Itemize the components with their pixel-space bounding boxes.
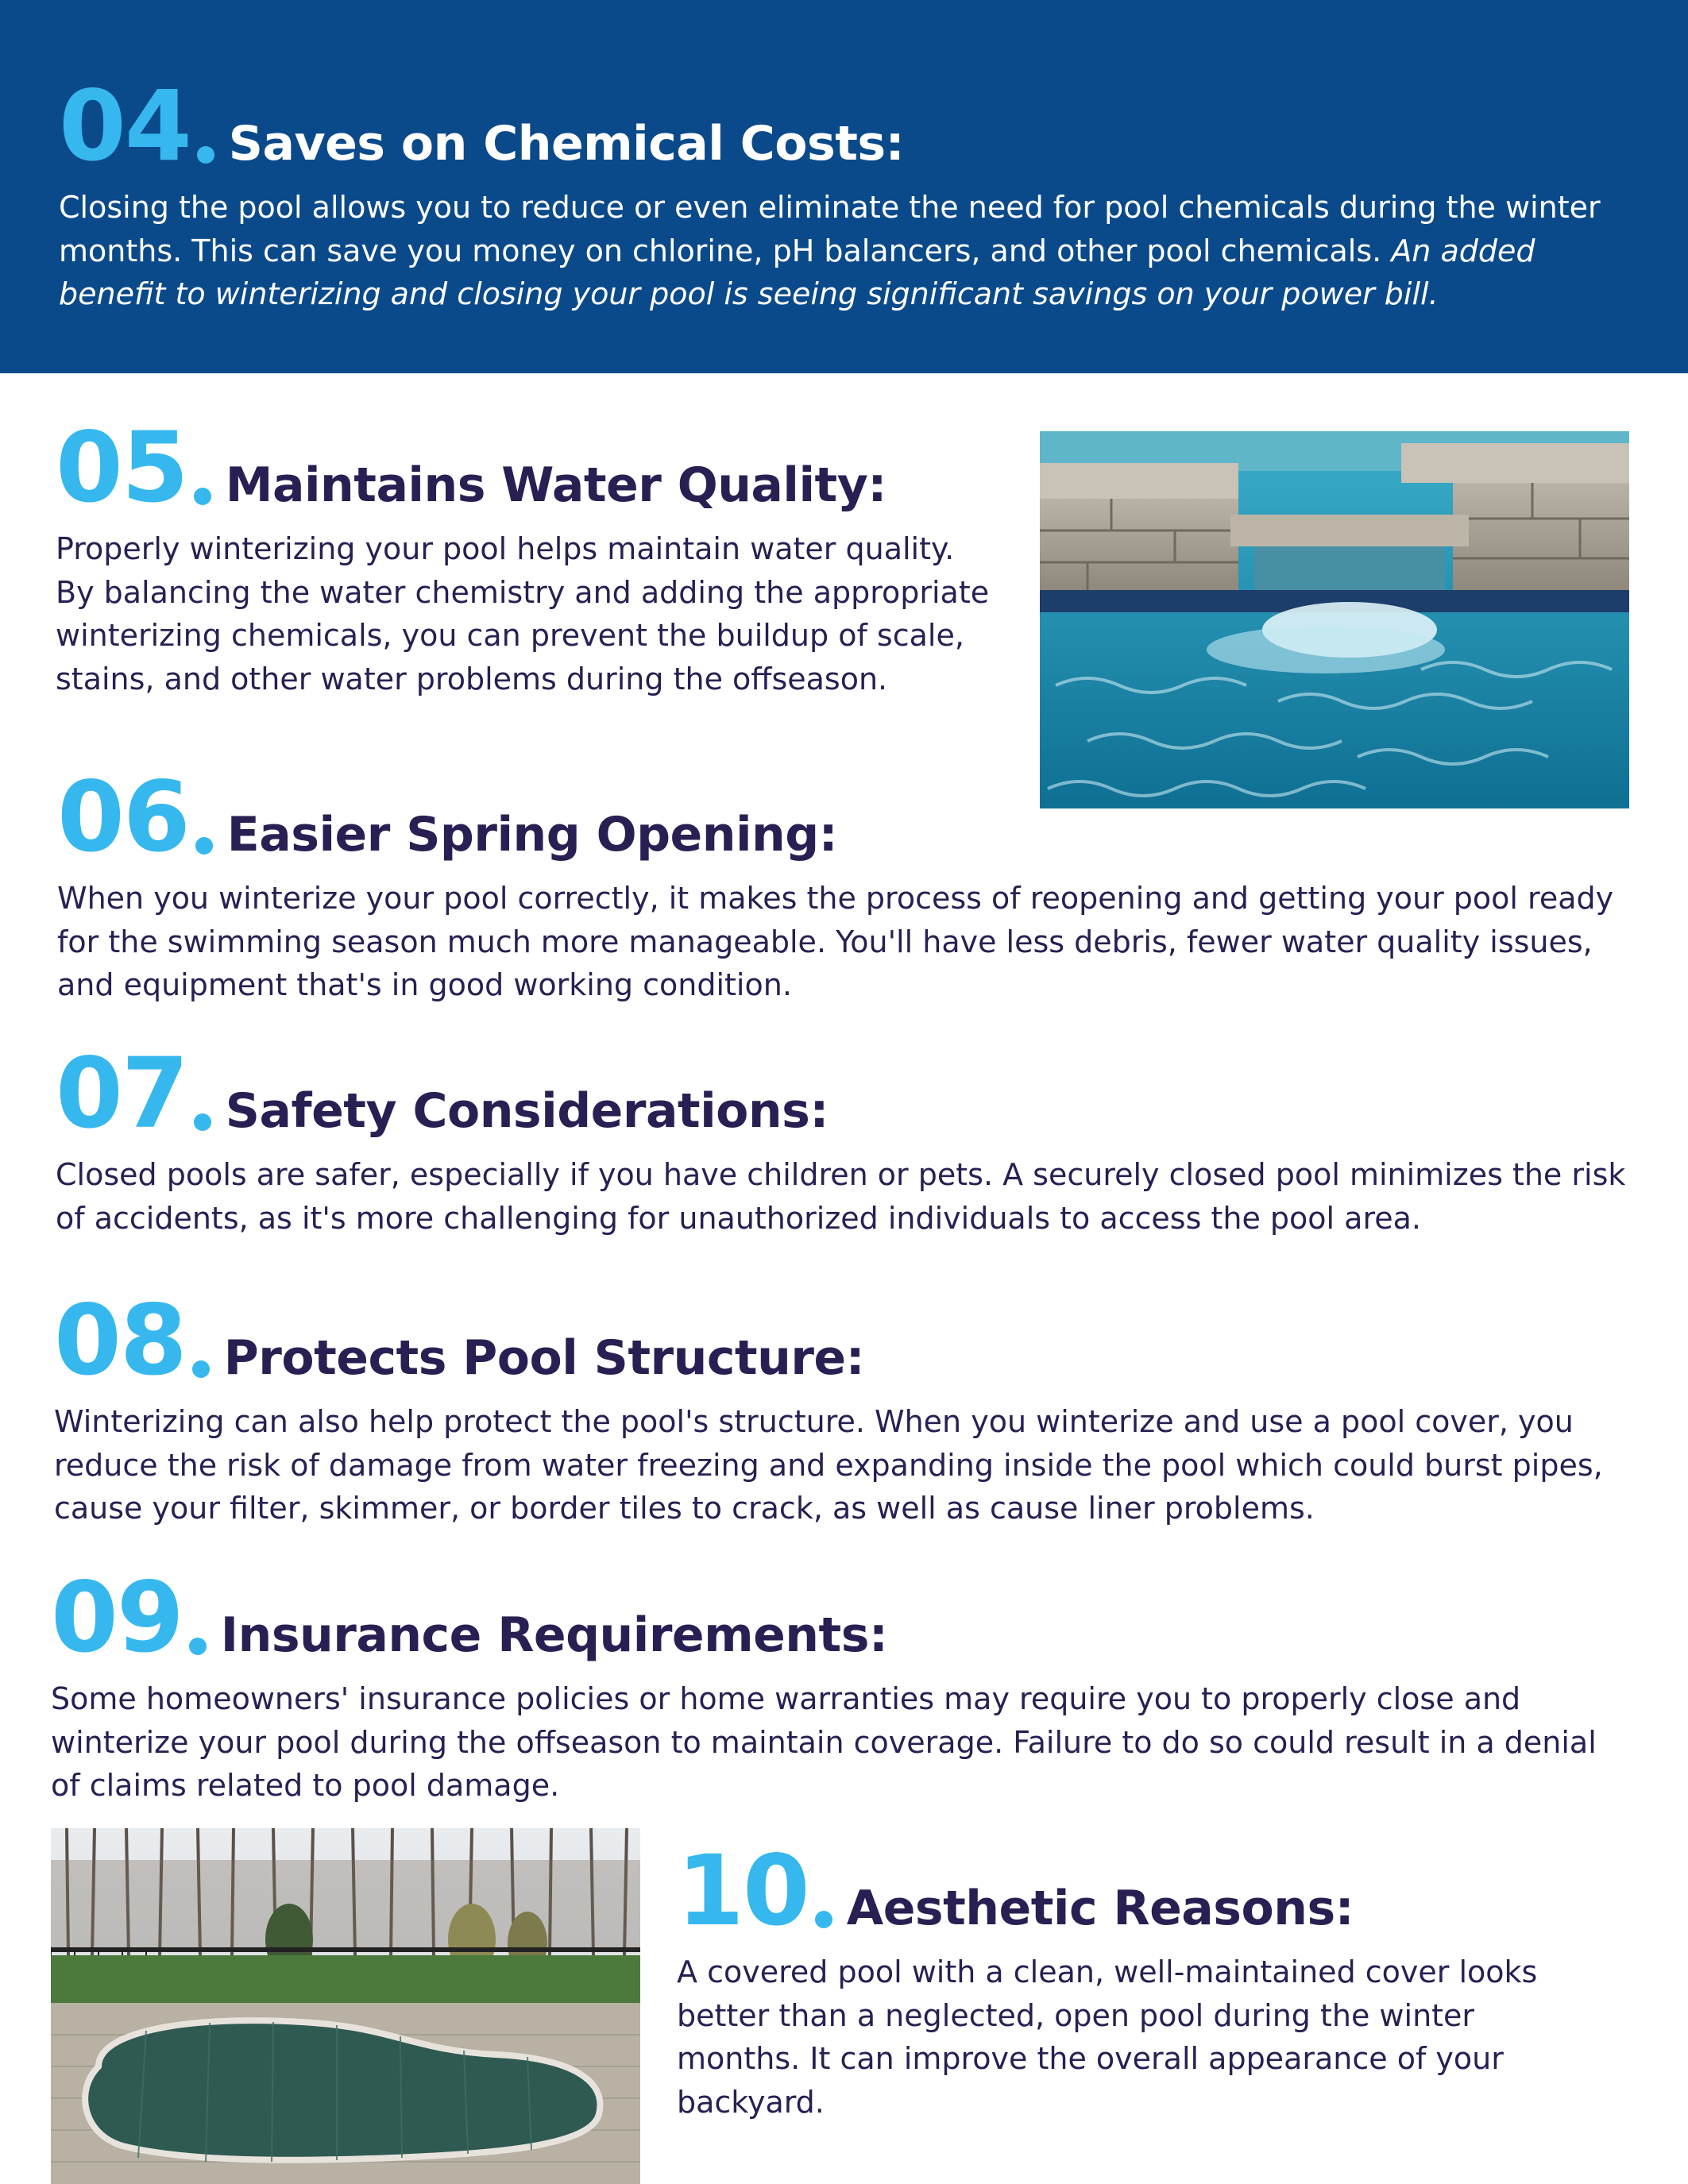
section-title: Maintains Water Quality: xyxy=(225,457,886,513)
section-title: Safety Considerations: xyxy=(225,1083,829,1139)
number-dot xyxy=(815,1911,832,1928)
section-08 xyxy=(54,1284,1635,1530)
number-dot xyxy=(192,1360,210,1378)
section-body-italic: An added benefit to winterizing and closing your pool is seeing significant savings on your power bill. xyxy=(59,233,1535,311)
section-body: Winterizing can also help protect the pool's structure. When you winterize and use a pool cover, you reduce the risk of damage from water freezing and expanding inside the pool which could burst pipes, cause your filter, skimmer, or border tiles to crack, as well as cause liner problems. xyxy=(54,1404,1603,1526)
section-title: Insurance Requirements: xyxy=(220,1607,888,1663)
number-dot xyxy=(189,1638,207,1655)
section-body: A covered pool with a clean, well-maintained cover looks better than a neglected, open pool during the winter months. It can improve the overall appearance of your backyard. xyxy=(677,1954,1538,2120)
section-06 xyxy=(57,761,1638,1007)
section-04 xyxy=(59,70,1632,316)
section-06-heading xyxy=(57,761,1638,874)
section-07-heading xyxy=(56,1037,1636,1150)
section-number: 08 xyxy=(54,1284,186,1397)
section-05 xyxy=(56,411,993,700)
section-body: Closed pools are safer, especially if you have children or pets. A securely closed pool minimizes the risk of accidents, as it's more challenging for unauthorized individuals to access the pool area. xyxy=(56,1157,1626,1236)
hero-band xyxy=(0,0,1688,373)
number-dot xyxy=(194,488,211,505)
section-10-heading xyxy=(677,1835,1646,1947)
number-dot xyxy=(197,146,214,164)
section-07 xyxy=(56,1037,1636,1240)
number-dot xyxy=(194,1113,211,1131)
section-title: Protects Pool Structure: xyxy=(223,1330,865,1386)
section-title: Saves on Chemical Costs: xyxy=(228,116,905,172)
section-08-heading xyxy=(54,1284,1635,1397)
pool-water-photo xyxy=(1040,431,1629,808)
covered-pool-photo xyxy=(51,1828,640,2184)
section-number: 06 xyxy=(57,761,189,874)
section-05-heading xyxy=(56,411,993,524)
section-title: Easier Spring Opening: xyxy=(226,807,838,862)
section-body-text: Closing the pool allows you to reduce or even eliminate the need for pool chemicals during the winter months. This can save you money on chlorine, pH balancers, and other pool chemicals. xyxy=(59,190,1601,268)
section-title: Aesthetic Reasons: xyxy=(846,1881,1354,1936)
section-body: When you winterize your pool correctly, it makes the process of reopening and getting your pool ready for the swimming season much more manageable. You'll have less debris, fewer water quality issues, and equipment that's in good working condition. xyxy=(57,881,1614,1002)
section-09-heading xyxy=(51,1561,1632,1674)
section-body xyxy=(59,186,1632,316)
section-body: Some homeowners' insurance policies or home warranties may require you to properly close and winterize your pool during the offseason to maintain coverage. Failure to do so could result in a denial of claims related to pool damage. xyxy=(51,1681,1597,1803)
section-number: 10 xyxy=(677,1835,809,1947)
section-04-heading xyxy=(59,70,1632,183)
section-number: 09 xyxy=(51,1561,183,1674)
section-number: 04 xyxy=(59,70,191,183)
number-dot xyxy=(195,837,213,855)
section-body: Properly winterizing your pool helps maintain water quality. By balancing the water chemistry and adding the appropriate winterizing chemicals, you can prevent the buildup of scale, stains, and other water problems during the offseason. xyxy=(56,531,990,696)
section-09 xyxy=(51,1561,1632,1808)
section-10 xyxy=(677,1835,1646,2124)
section-number: 07 xyxy=(56,1037,187,1150)
section-number: 05 xyxy=(56,411,187,524)
